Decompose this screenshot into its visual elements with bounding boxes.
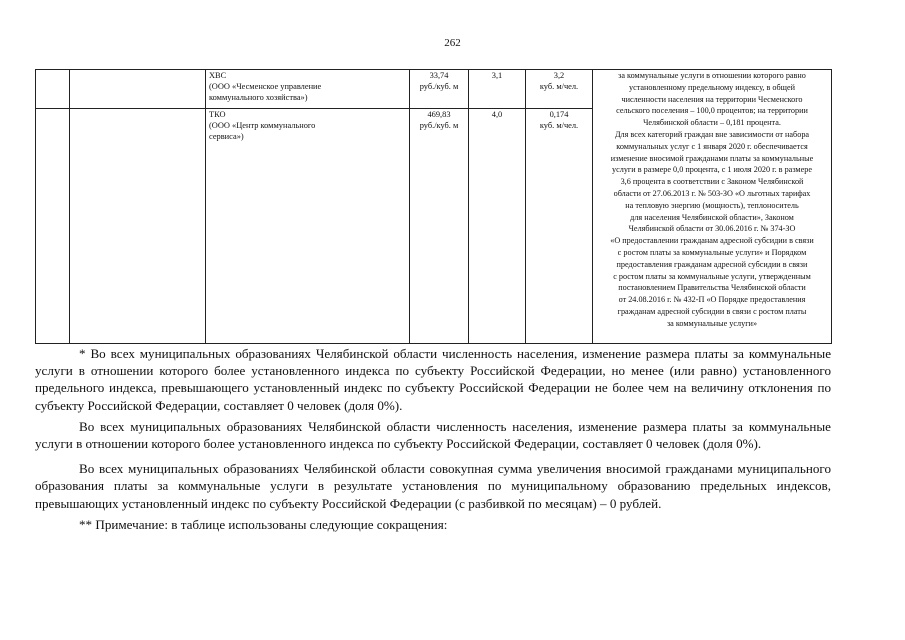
abbreviations-note: ** Примечание: в таблице использованы следующие сокращения: [79,516,448,532]
table-cell-empty [70,109,206,344]
table-cell-empty [70,70,206,109]
tariff-table [35,69,832,344]
notes-section [35,345,831,533]
table-cell-empty [36,109,70,344]
tariff-cell: 469,83 руб./куб. м [410,109,469,344]
note-paragraph-2: Во всех муниципальных образованиях Челябинской области численность населения, изменение размера платы за коммунальные услуги в отношении которого более установленного индекса по субъекту Российской Федерации, составляет 0 человек (доля 0%). [35,418,831,452]
note-paragraph-3: Во всех муниципальных образованиях Челябинской области совокупная сумма увеличения вносимой гражданами муниципального образования платы за коммунальные услуги в результате установления по муниципальному образованию предельных индексов, превышающих установленный индекс по субъекту Российской Федерации (с разбивкой по месяцам) – 0 рублей. [35,461,831,511]
volume-cell: 3,2 куб. м/чел. [526,70,593,109]
tariff-cell: 33,74 руб./куб. м [410,70,469,109]
index-cell: 3,1 [469,70,526,109]
table-cell-empty [36,70,70,109]
volume-cell: 0,174 куб. м/чел. [526,109,593,344]
page-number: 262 [444,37,461,49]
service-cell: ХВС (ООО «Чесменское управление коммунального хозяйства») [206,70,410,109]
description-cell: за коммунальные услуги в отношении которого равно установленному предельному индексу, в общей численности населения на территории Чесменского сельского поселения – 100,0 процентов; на территории Челябинской области – 0,181 процента. Для всех категорий граждан вне зависимости от набора коммунальных услуг с 1 января 2020 г. обеспечивается изменение вносимой гражданами платы за коммунальные услуги в размере 0,0 процента, с 1 июля 2020 г. в размере 3,6 процента в соответствии с Законом Челябинской области от 27.06.2013 г. № 503-ЗО «О льготных тарифах на тепловую энергию (мощность), теплоноситель для населения Челябинской области», Законом Челябинской области от 30.06.2016 г. № 374-ЗО «О предоставлении гражданам адресной субсидии в связи с ростом платы за коммунальные услуги» и Порядком предоставления гражданам адресной субсидии в связи с ростом платы за коммунальные услуги, утвержденным постановлением Правительства Челябинской области от 24.08.2016 г. № 432-П «О Порядке предоставления гражданам адресной субсидии в связи с ростом платы за коммунальные услуги» [593,70,832,344]
table-row [36,70,832,109]
service-cell: ТКО (ООО «Центр коммунального сервиса») [206,109,410,344]
index-cell: 4,0 [469,109,526,344]
note-paragraph-1: * Во всех муниципальных образованиях Челябинской области численность населения, изменение размера платы за коммунальные услуги в отношении которого более установленного индекса по субъекту Российской Федерации, но менее (или равно) установленного предельного индекса, превышающего установленный индекс по субъекту Российской Федерации не более чем на величину отклонения по субъекту Российской Федерации, составляет 0 человек (доля 0%). [35,346,831,413]
